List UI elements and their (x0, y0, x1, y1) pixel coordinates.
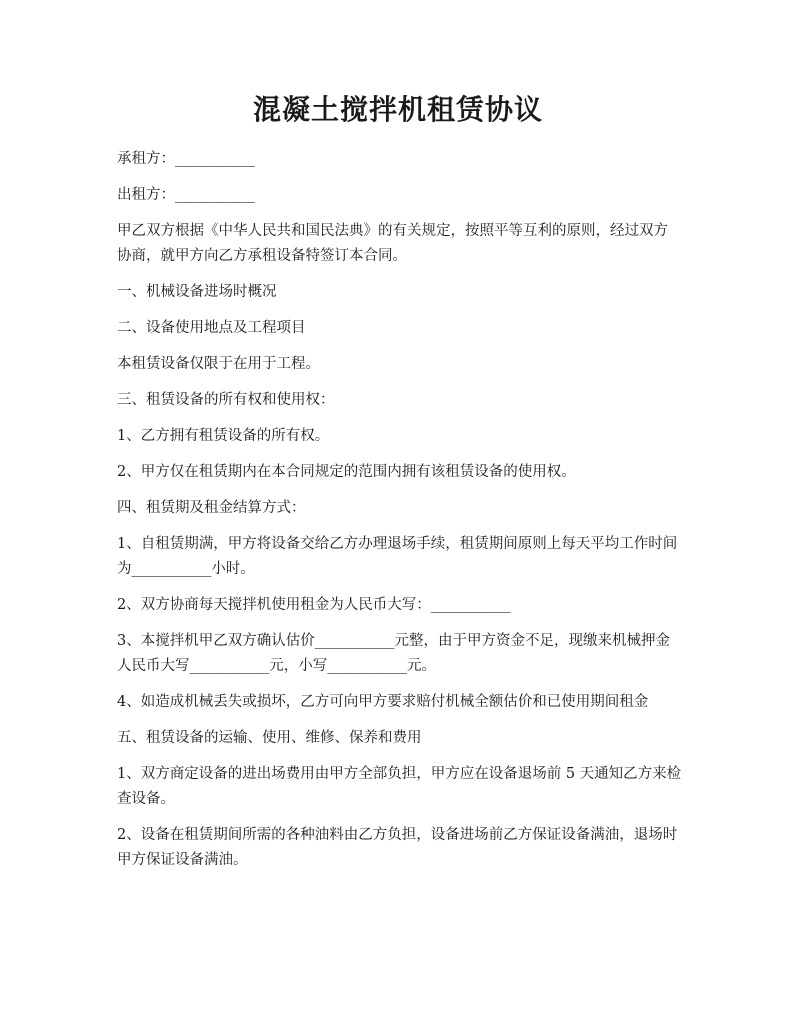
usage-scope-paragraph: 本租赁设备仅限于在用于工程。 (117, 356, 320, 372)
section-heading-1: 一、机械设备进场时概况 (117, 284, 277, 300)
clause-5-2: 2、设备在租赁期间所需的各种油料由乙方负担，设备进场前乙方保证设备满油，退场时甲方保证设备满油。 (117, 827, 678, 868)
clause-5-1: 1、双方商定设备的进出场费用由甲方全部负担，甲方应在设备退场前 5 天通知乙方来检查设备。 (117, 766, 682, 807)
section-heading-4: 四、租赁期及租金结算方式： (117, 500, 306, 516)
section-heading-2: 二、设备使用地点及工程项目 (117, 320, 306, 336)
document-body (117, 147, 682, 884)
lessor-field: 出租方：___________ (117, 187, 255, 203)
clause-4-3: 3、本搅拌机甲乙双方确认估价___________元整，由于甲方资金不足，现缴来机械押金人民币大写___________元，小写___________元。 (117, 633, 670, 674)
section-heading-3: 三、租赁设备的所有权和使用权： (117, 392, 335, 408)
preamble-paragraph: 甲乙双方根据《中华人民共和国民法典》的有关规定，按照平等互利的原则，经过双方协商，就甲方向乙方承租设备特签订本合同。 (117, 223, 668, 264)
clause-4-2: 2、双方协商每天搅拌机使用租金为人民币大写：___________ (117, 597, 511, 613)
clause-3-2: 2、甲方仅在租赁期内在本合同规定的范围内拥有该租赁设备的使用权。 (117, 464, 576, 480)
clause-4-4: 4、如造成机械丢失或损坏，乙方可向甲方要求赔付机械全额估价和已使用期间租金 (117, 694, 649, 710)
clause-4-1: 1、自租赁期满，甲方将设备交给乙方办理退场手续，租赁期间原则上每天平均工作时间为___________小时。 (117, 536, 678, 577)
clause-3-1: 1、乙方拥有租赁设备的所有权。 (117, 428, 330, 444)
section-heading-5: 五、租赁设备的运输、使用、维修、保养和费用 (117, 730, 422, 746)
lessee-field: 承租方：___________ (117, 151, 255, 167)
document-title: 混凝土搅拌机租赁协议 (252, 93, 543, 126)
